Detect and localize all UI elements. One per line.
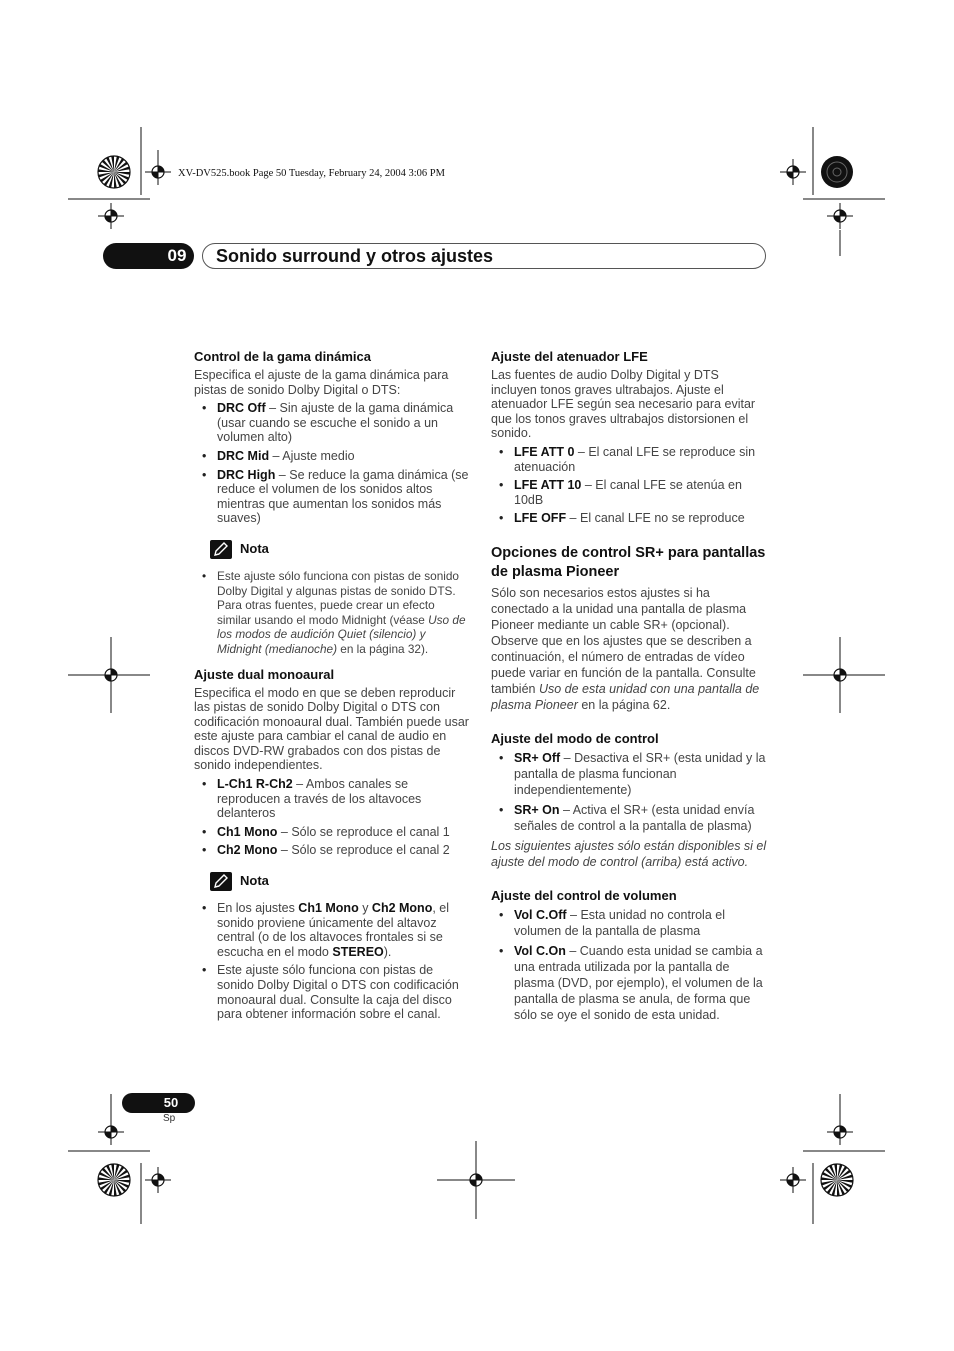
volume-control-list [491, 907, 767, 1023]
list-item: • DRC Mid – Ajuste medio [194, 449, 470, 464]
lfe-heading: Ajuste del atenuador LFE [491, 349, 648, 364]
volume-control-heading: Ajuste del control de volumen [491, 887, 677, 903]
note-label: Nota [240, 541, 269, 557]
list-item: • SR+ On – Activa el SR+ (esta unidad envía señales de control a la pantalla de plasma) [491, 802, 767, 834]
note-header [210, 872, 470, 891]
note-label: Nota [240, 873, 269, 889]
page-number: 50 [163, 1095, 179, 1110]
list-item: • LFE OFF – El canal LFE no se reproduce [491, 511, 767, 526]
page-language: Sp [163, 1113, 176, 1124]
sr-options-heading: Opciones de control SR+ para pantallas de plasma Pioneer [491, 544, 766, 580]
note-item: • En los ajustes Ch1 Mono y Ch2 Mono, el sonido proviene únicamente del altavoz central (o de los altavoces frontales si se escucha en el modo STEREO). [194, 901, 470, 959]
print-header: XV-DV525.book Page 50 Tuesday, February 24, 2004 3:06 PM [178, 168, 445, 179]
dual-mono-intro: Especifica el modo en que se deben reproducir las pistas de sonido Dolby Digital o DTS con codificación monoaural dual. También puede usar este ajuste para cambiar el canal de audio en discos DVD-RW grabados con dos pistas de sonido independientes. [194, 685, 469, 773]
list-item: • LFE ATT 0 – El canal LFE se reproduce sin atenuación [491, 445, 767, 474]
sr-options-intro: Sólo son necesarios estos ajustes si ha conectado a la unidad una pantalla de plasma Pioneer mediante un cable SR+ (opcional). Observe que en los ajustes que se describen a continuación, el número de entradas de vídeo puede variar en función de la pantalla. Consulte también Uso de esta unidad con una pantalla de plasma Pioneer en la página 62. [491, 585, 760, 712]
drc-intro: Especifica el ajuste de la gama dinámica para pistas de sonido Dolby Digital o DTS: [194, 368, 449, 397]
control-mode-footnote: Los siguientes ajustes sólo están disponibles si el ajuste del modo de control (arriba) está activo. [491, 838, 767, 869]
list-item: • SR+ Off – Desactiva el SR+ (esta unidad y la pantalla de plasma funcionan independientemente) [491, 750, 767, 798]
list-item: • L-Ch1 R-Ch2 – Ambos canales se reproducen a través de los altavoces delanteros [194, 777, 470, 821]
list-item: • DRC Off – Sin ajuste de la gama dinámica (usar cuando se escuche el sonido a un volumen alto) [194, 401, 470, 445]
dual-mono-heading: Ajuste dual monoaural [194, 666, 335, 682]
list-item: • DRC High – Se reduce la gama dinámica (se reduce el volumen de los sonidos altos mientras que aumentan los sonidos más suaves) [194, 468, 470, 526]
list-item: • Vol C.Off – Esta unidad no controla el volumen de la pantalla de plasma [491, 907, 767, 939]
list-item: • Vol C.On – Cuando esta unidad se cambia a una entrada utilizada por la pantalla de plasma (DVD, por ejemplo), el volumen de la pantalla de plasma se anula, de forma que sólo se oye el sonido de esta unidad. [491, 943, 767, 1023]
dual-mono-list [194, 777, 470, 858]
list-item: • LFE ATT 10 – El canal LFE se atenúa en 10dB [491, 478, 767, 507]
drc-list [194, 401, 470, 526]
lfe-intro: Las fuentes de audio Dolby Digital y DTS incluyen tonos graves ultrabajos. Ajuste el atenuador LFE según sea necesario para evitar que los tonos graves ultrabajos distorsionen el sonido. [491, 368, 756, 441]
list-item: • Ch1 Mono – Sólo se reproduce el canal 1 [194, 825, 470, 840]
note-header [210, 540, 470, 559]
control-mode-list [491, 750, 767, 834]
chapter-title: Sonido surround y otros ajustes [216, 246, 494, 266]
right-column [491, 349, 767, 1027]
lfe-list [491, 445, 767, 526]
note-item: • Este ajuste sólo funciona con pistas de sonido Dolby Digital y algunas pistas de sonido DTS. Para otras fuentes, puede crear un efecto similar usando el modo Midnight (véase Uso de los modos de audición Quiet (silencio) y Midnight (medianoche) en la página 32). [194, 569, 470, 657]
note-list [194, 901, 470, 1022]
drc-heading: Control de la gama dinámica [194, 349, 371, 364]
pencil-note-icon [210, 540, 232, 559]
note-item: • Este ajuste sólo funciona con pistas de sonido Dolby Digital o DTS con codificación monoaural dual. Consulte la caja del disco para obtener información sobre el canal. [194, 963, 470, 1021]
pencil-note-icon [210, 872, 232, 891]
left-column [194, 349, 470, 1026]
chapter-number: 09 [167, 246, 187, 265]
note-list [194, 569, 470, 657]
control-mode-heading: Ajuste del modo de control [491, 730, 659, 746]
list-item: • Ch2 Mono – Sólo se reproduce el canal 2 [194, 843, 470, 858]
